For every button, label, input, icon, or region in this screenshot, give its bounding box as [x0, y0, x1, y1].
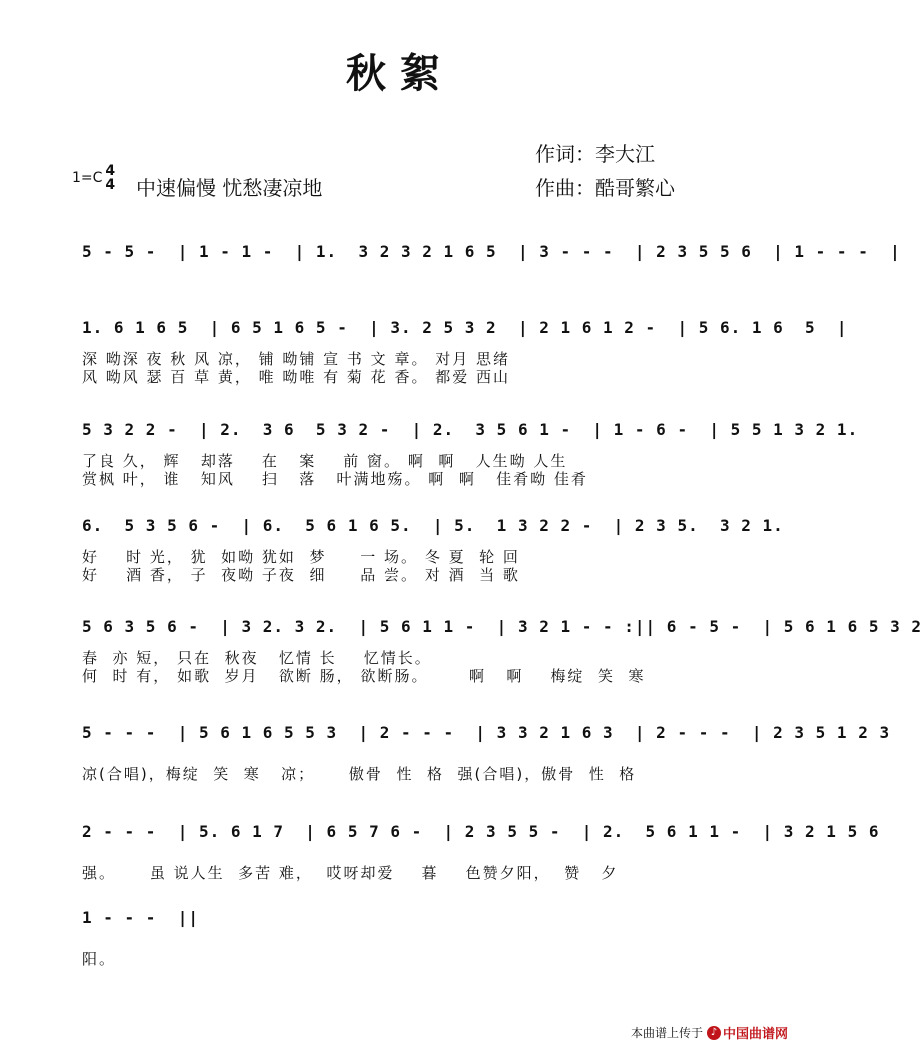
key-signature — [72, 164, 115, 192]
lyric-line-2: 何 时 有， 如歌 岁月 欲断 肠， 欲断肠。 啊 啊 梅绽 笑 寒 — [82, 667, 646, 685]
page-title: 秋絮 — [346, 50, 454, 97]
key-label: 1=C — [72, 170, 103, 186]
note-line: 6. 5 3 5 6 - | 6. 5 6 1 6 5. | 5. 1 3 2 2 - | 2 3 5. 3 2 1. — [82, 516, 784, 535]
lyric-line-2: 好 酒 香， 子 夜呦 子夜 细 品 尝。 对 酒 当 歌 — [82, 566, 520, 584]
lyric-line-1: 凉(合唱)，梅绽 笑 寒 凉； 傲骨 性 格 强(合唱)，傲骨 性 格 — [82, 765, 637, 783]
time-bottom: 4 — [105, 177, 116, 193]
upload-text: 本曲谱上传于 — [630, 1026, 703, 1040]
music-site-logo-icon: ♪ — [707, 1026, 721, 1040]
lyric-line-1: 深 呦深 夜 秋 风 凉， 铺 呦铺 宣 书 文 章。 对月 思绪 — [82, 350, 510, 368]
note-line: 2 - - - | 5. 6 1 7 | 6 5 7 6 - | 2 3 5 5 - | 2. 5 6 1 1 - | 3 2 1 5 6 — [82, 822, 880, 841]
lyric-line-2: 赏枫 叶， 谁 知风 扫 落 叶满地殇。 啊 啊 佳肴呦 佳肴 — [82, 470, 588, 488]
lyric-line-1: 了良 久， 辉 却落 在 案 前 窗。 啊 啊 人生呦 人生 — [82, 452, 568, 470]
time-signature — [105, 164, 115, 192]
note-line: 5 - 5 - | 1 - 1 - | 1. 3 2 3 2 1 6 5 | 3 - - - | 2 3 5 5 6 | 1 - - - | — [82, 242, 901, 261]
site-logo-text: 中国曲谱网 — [722, 1027, 788, 1042]
lyric-line-2: 风 呦风 瑟 百 草 黄， 唯 呦唯 有 菊 花 香。 都爱 西山 — [82, 368, 510, 386]
lyric-line-1: 好 时 光， 犹 如呦 犹如 梦 一 场。 冬 夏 轮 回 — [82, 548, 520, 566]
footer — [631, 1023, 788, 1042]
lyric-line-1: 强。 虽 说人生 多苦 难， 哎呀却爱 暮 色赞夕阳， 赞 夕 — [82, 864, 619, 882]
note-line: 1 - - - || — [82, 908, 199, 927]
note-line: 5 6 3 5 6 - | 3 2. 3 2. | 5 6 1 1 - | 3 2 1 - - :|| 6 - 5 - | 5 6 1 6 5 3 2 — [82, 617, 922, 636]
composer: 作曲：酷哥繁心 — [535, 176, 675, 200]
site-logo — [707, 1023, 788, 1042]
lyric-line-1: 阳。 — [82, 950, 117, 968]
lyricist: 作词：李大江 — [535, 142, 655, 166]
time-top: 4 — [105, 163, 116, 179]
lyric-line-1: 春 亦 短， 只在 秋夜 忆情 长 忆情长。 — [82, 649, 432, 667]
note-line: 5 3 2 2 - | 2. 3 6 5 3 2 - | 2. 3 5 6 1 - | 1 - 6 - | 5 5 1 3 2 1. — [82, 420, 859, 439]
note-line: 5 - - - | 5 6 1 6 5 5 3 | 2 - - - | 3 3 2 1 6 3 | 2 - - - | 2 3 5 1 2 3 — [82, 723, 891, 742]
tempo-marking: 中速偏慢 忧愁凄凉地 — [136, 176, 323, 200]
note-line: 1. 6 1 6 5 | 6 5 1 6 5 - | 3. 2 5 3 2 | 2 1 6 1 2 - | 5 6. 1 6 5 | — [82, 318, 848, 337]
